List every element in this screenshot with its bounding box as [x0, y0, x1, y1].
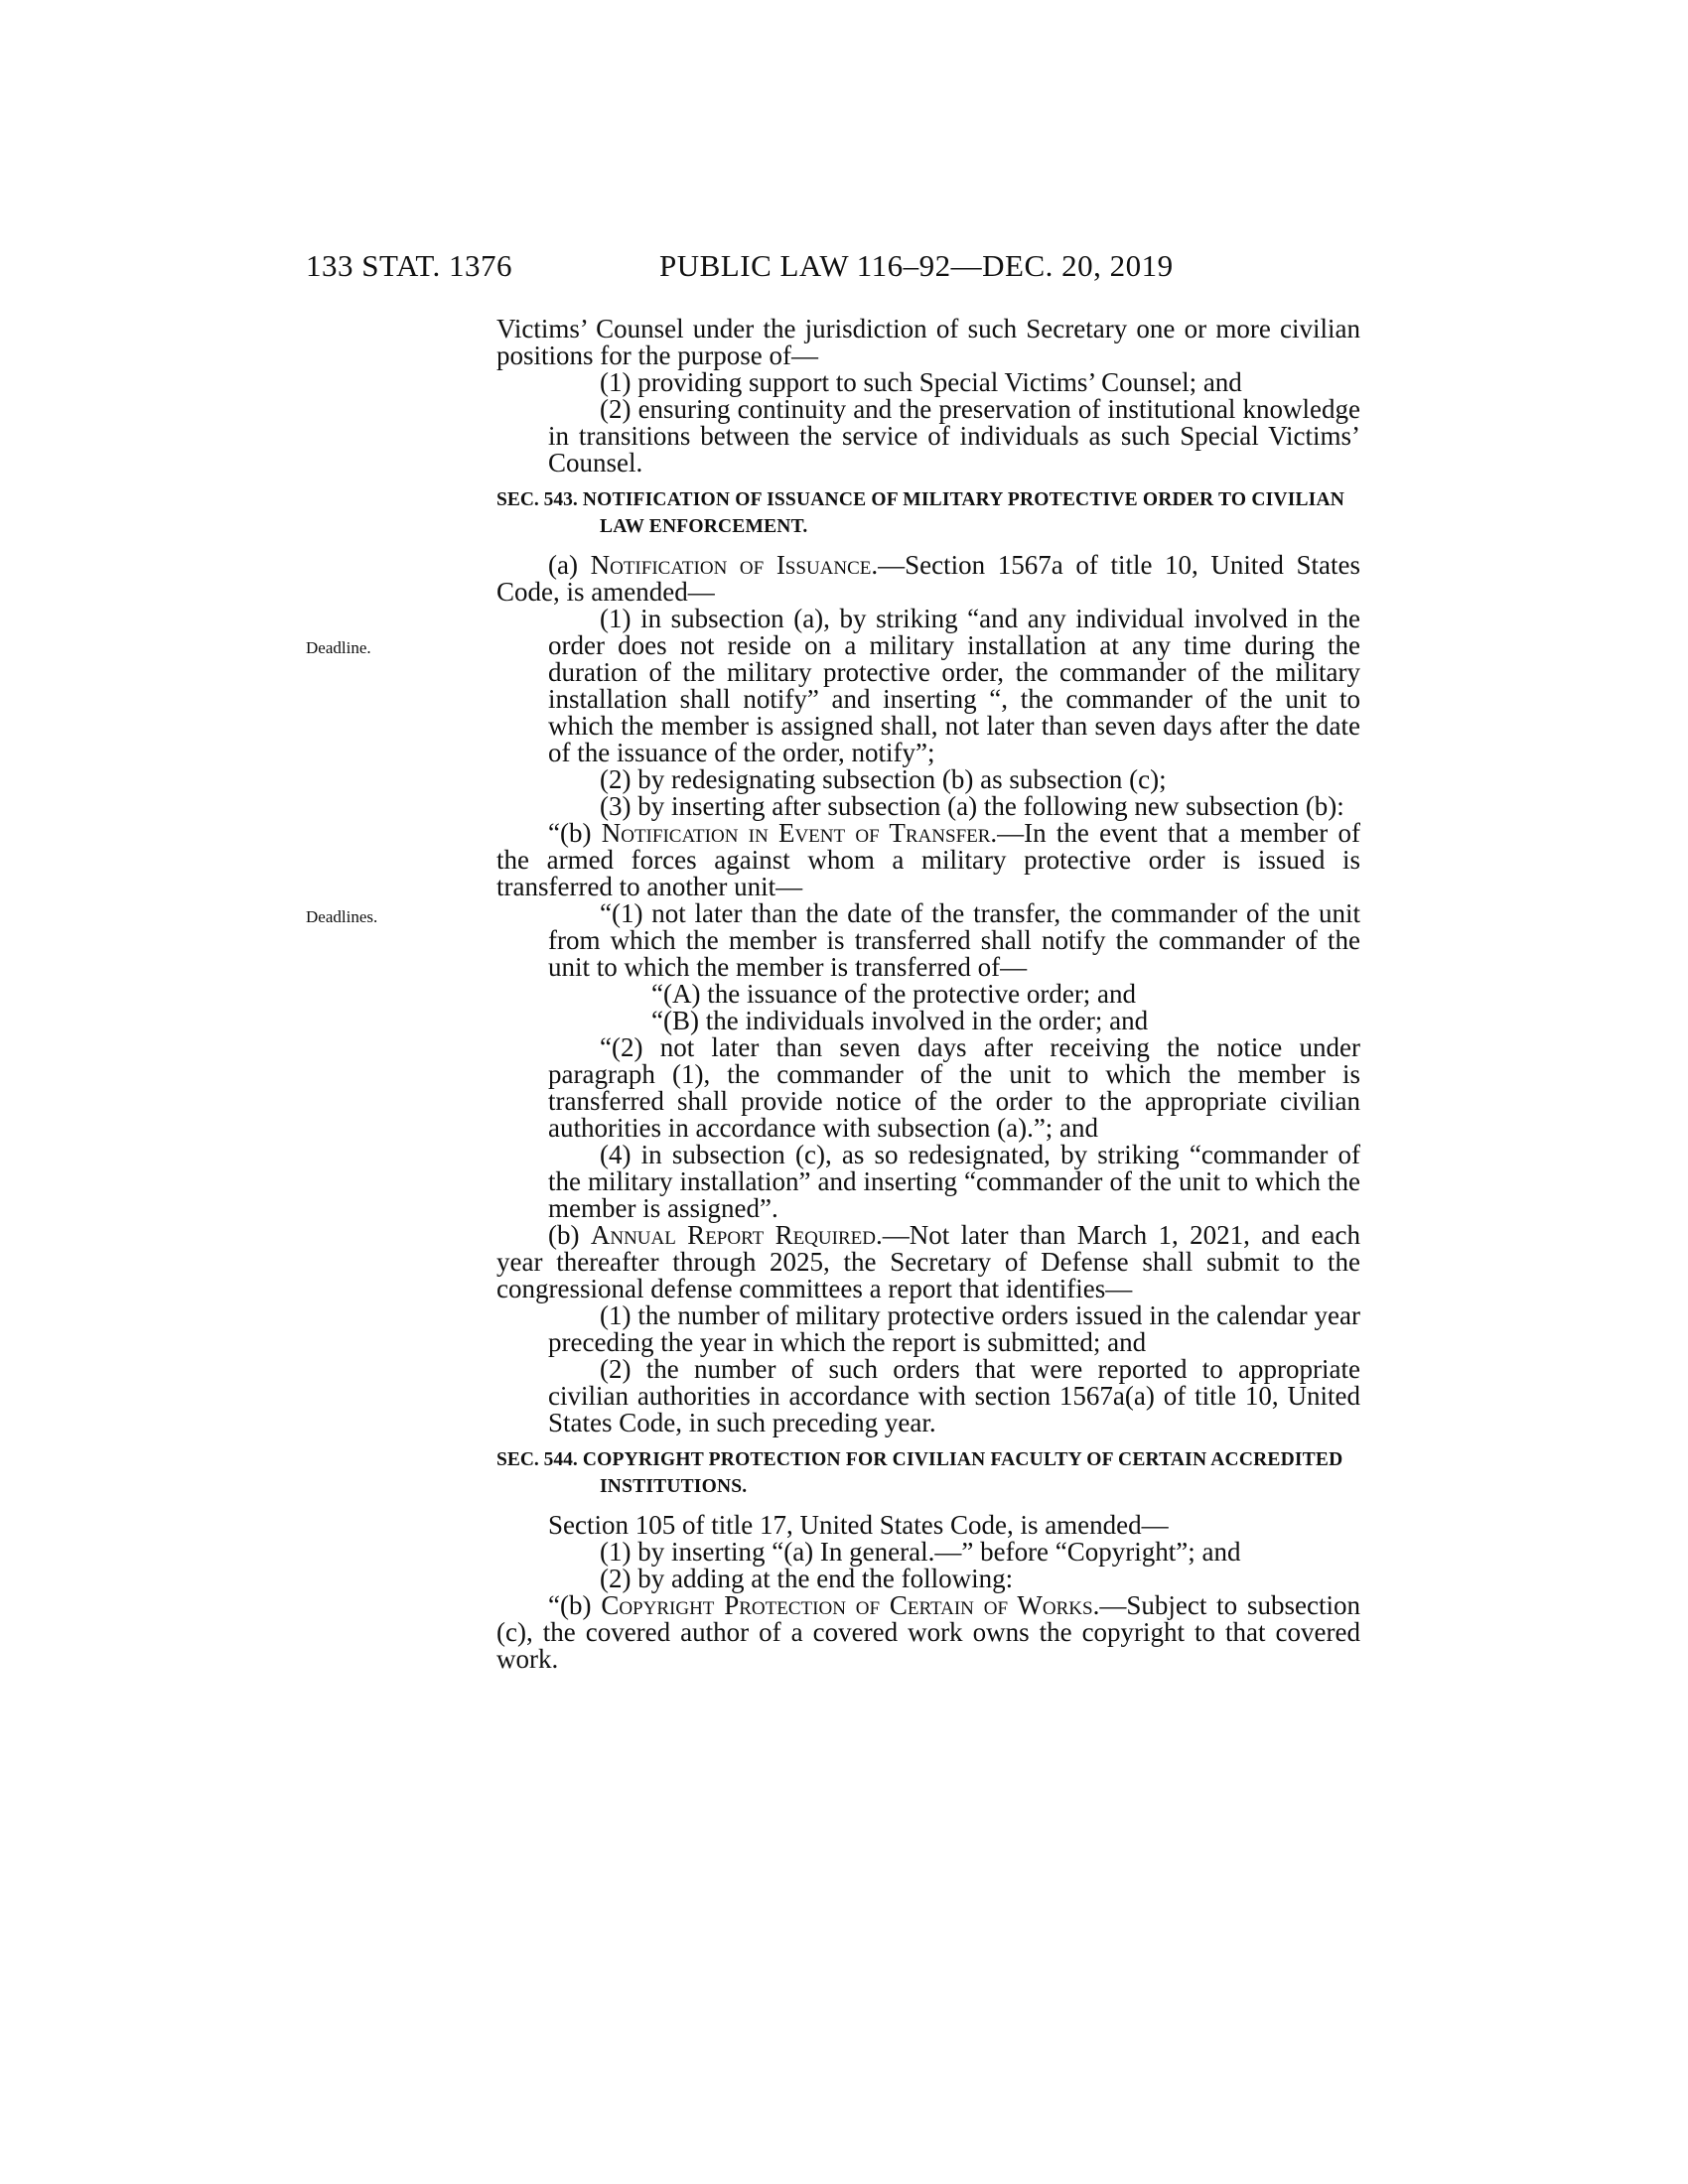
section-heading-543 — [496, 486, 1360, 540]
subsection-heading: Notification in Event of Transfer. — [601, 818, 998, 848]
subsection-text: —Subject to subsection (c), the covered author of a covered work owns the copyright to that covered work. — [496, 1590, 1361, 1674]
subsection-heading: Copyright Protection of Certain of Works. — [601, 1590, 1100, 1620]
paragraph — [496, 552, 1360, 606]
subsection-label: “(b) — [548, 818, 592, 848]
subsection-label: (a) — [548, 550, 578, 580]
paragraph — [496, 1592, 1360, 1673]
paragraph: (3) by inserting after subsection (a) the following new subsection (b): — [600, 791, 1344, 821]
subsection-label: (b) — [548, 1220, 580, 1250]
paragraph: (1) providing support to such Special Victims’ Counsel; and — [600, 367, 1242, 397]
subsection-text: —Not later than March 1, 2021, and each year thereafter through 2025, the Secretary of Defense shall submit to the congressional defense committees a report that identifies— — [496, 1220, 1361, 1303]
section-number: SEC. 543. — [496, 489, 578, 510]
page-number: 133 STAT. 1376 — [306, 248, 513, 283]
paragraph: (1) in subsection (a), by striking “and any individual involved in the order does not reside on a military installation at any time during the duration of the military protective order, the commander of the military installation shall notify” and inserting “, the commander of the unit to which the member is assigned shall, not later than seven days after the date of the issuance of the order, notify”; — [548, 604, 1360, 767]
section-heading-544 — [496, 1446, 1360, 1500]
paragraph: Section 105 of title 17, United States Code, is amended— — [548, 1510, 1169, 1540]
paragraph: (1) by inserting “(a) In general.—” before “Copyright”; and — [600, 1537, 1241, 1567]
subsection-heading: Notification of Issuance. — [590, 550, 879, 580]
paragraph: “(1) not later than the date of the transfer, the commander of the unit from which the member is transferred shall notify the commander of the unit to which the member is transferred of— — [548, 898, 1360, 982]
margin-note-deadlines: Deadlines. — [306, 907, 378, 926]
subsection-text: —Section 1567a of title 10, United States Code, is amended— — [496, 550, 1360, 607]
paragraph: (2) by redesignating subsection (b) as subsection (c); — [600, 764, 1167, 794]
paragraph: (2) by adding at the end the following: — [600, 1564, 1014, 1593]
subsection-heading: Annual Report Required. — [590, 1220, 883, 1250]
paragraph — [496, 820, 1360, 900]
paragraph: Victims’ Counsel under the jurisdiction of such Secretary one or more civilian positions for the purpose of— — [496, 314, 1360, 370]
paragraph — [496, 1222, 1360, 1302]
paragraph: (2) the number of such orders that were reported to appropriate civilian authorities in accordance with section 1567a(a) of title 10, United States Code, in such preceding year. — [548, 1354, 1360, 1437]
paragraph: “(2) not later than seven days after receiving the notice under paragraph (1), the commander of the unit to which the member is transferred shall provide notice of the order to the appropriate civilian authorities in accordance with subsection (a).”; and — [548, 1032, 1360, 1143]
margin-note-deadline: Deadline. — [306, 638, 371, 657]
statute-text-column — [496, 316, 1360, 1673]
section-number: SEC. 544. — [496, 1449, 578, 1470]
subsection-label: “(b) — [548, 1590, 592, 1620]
running-header: PUBLIC LAW 116–92—DEC. 20, 2019 — [659, 248, 1174, 283]
paragraph: “(B) the individuals involved in the order; and — [651, 1006, 1149, 1035]
section-title: NOTIFICATION OF ISSUANCE OF MILITARY PROTECTIVE ORDER TO CIVILIAN LAW ENFORCEMENT. — [582, 489, 1345, 537]
paragraph: (4) in subsection (c), as so redesignated, by striking “commander of the military installation” and inserting “commander of the unit to which the member is assigned”. — [548, 1140, 1360, 1223]
paragraph: “(A) the issuance of the protective order; and — [651, 979, 1137, 1009]
section-title: COPYRIGHT PROTECTION FOR CIVILIAN FACULTY OF CERTAIN ACCREDITED INSTITUTIONS. — [582, 1449, 1343, 1497]
subsection-text: —In the event that a member of the armed forces against whom a military protective order is issued is transferred to another unit— — [496, 818, 1360, 901]
paragraph: (1) the number of military protective orders issued in the calendar year preceding the year in which the report is submitted; and — [548, 1300, 1360, 1357]
paragraph: (2) ensuring continuity and the preservation of institutional knowledge in transitions between the service of individuals as such Special Victims’ Counsel. — [548, 394, 1360, 478]
